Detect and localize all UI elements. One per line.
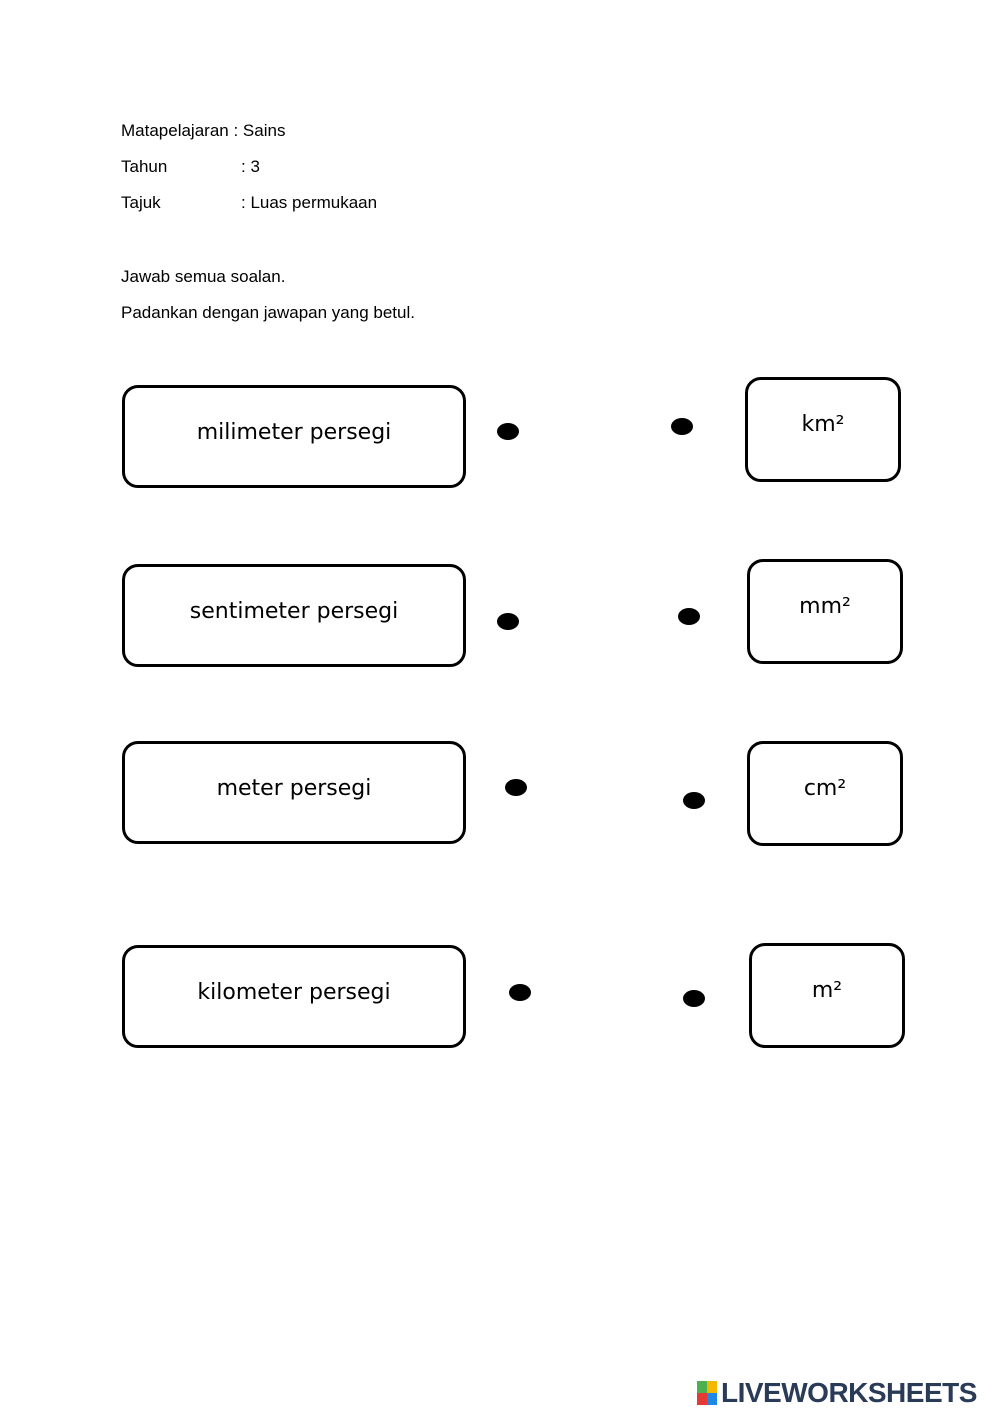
term-box-meter: meter persegi	[122, 741, 466, 844]
unit-box-m2: m²	[749, 943, 905, 1048]
instruction-answer-all: Jawab semua soalan.	[121, 267, 286, 286]
term-box-kilometer: kilometer persegi	[122, 945, 466, 1048]
match-dot-right-2[interactable]	[678, 608, 700, 625]
match-dot-right-4[interactable]	[683, 990, 705, 1007]
term-box-milimeter: milimeter persegi	[122, 385, 466, 488]
logo-block-yellow	[707, 1381, 717, 1393]
match-dot-left-2[interactable]	[497, 613, 519, 630]
subject-line	[121, 121, 285, 141]
year-line	[121, 157, 260, 177]
logo-block-red	[697, 1393, 707, 1405]
match-dot-left-1[interactable]	[497, 423, 519, 440]
subject-label: Matapelajaran	[121, 121, 229, 140]
title-label: Tajuk	[121, 193, 161, 212]
liveworksheets-icon	[697, 1381, 717, 1405]
year-label: Tahun	[121, 157, 168, 176]
title-value: : Luas permukaan	[241, 193, 378, 212]
unit-box-mm2: mm²	[747, 559, 903, 664]
match-dot-right-3[interactable]	[683, 792, 705, 809]
liveworksheets-logo	[697, 1378, 977, 1408]
subject-value: : Sains	[233, 121, 286, 140]
match-dot-left-4[interactable]	[509, 984, 531, 1001]
year-value: : 3	[241, 157, 260, 176]
unit-box-km2: km²	[745, 377, 901, 482]
match-dot-left-3[interactable]	[505, 779, 527, 796]
logo-block-blue	[707, 1393, 717, 1405]
title-line	[121, 193, 377, 213]
logo-block-green	[697, 1381, 707, 1393]
unit-box-cm2: cm²	[747, 741, 903, 846]
instruction-match: Padankan dengan jawapan yang betul.	[121, 303, 415, 322]
term-box-sentimeter: sentimeter persegi	[122, 564, 466, 667]
logo-text: LIVEWORKSHEETS	[721, 1377, 977, 1408]
match-dot-right-1[interactable]	[671, 418, 693, 435]
